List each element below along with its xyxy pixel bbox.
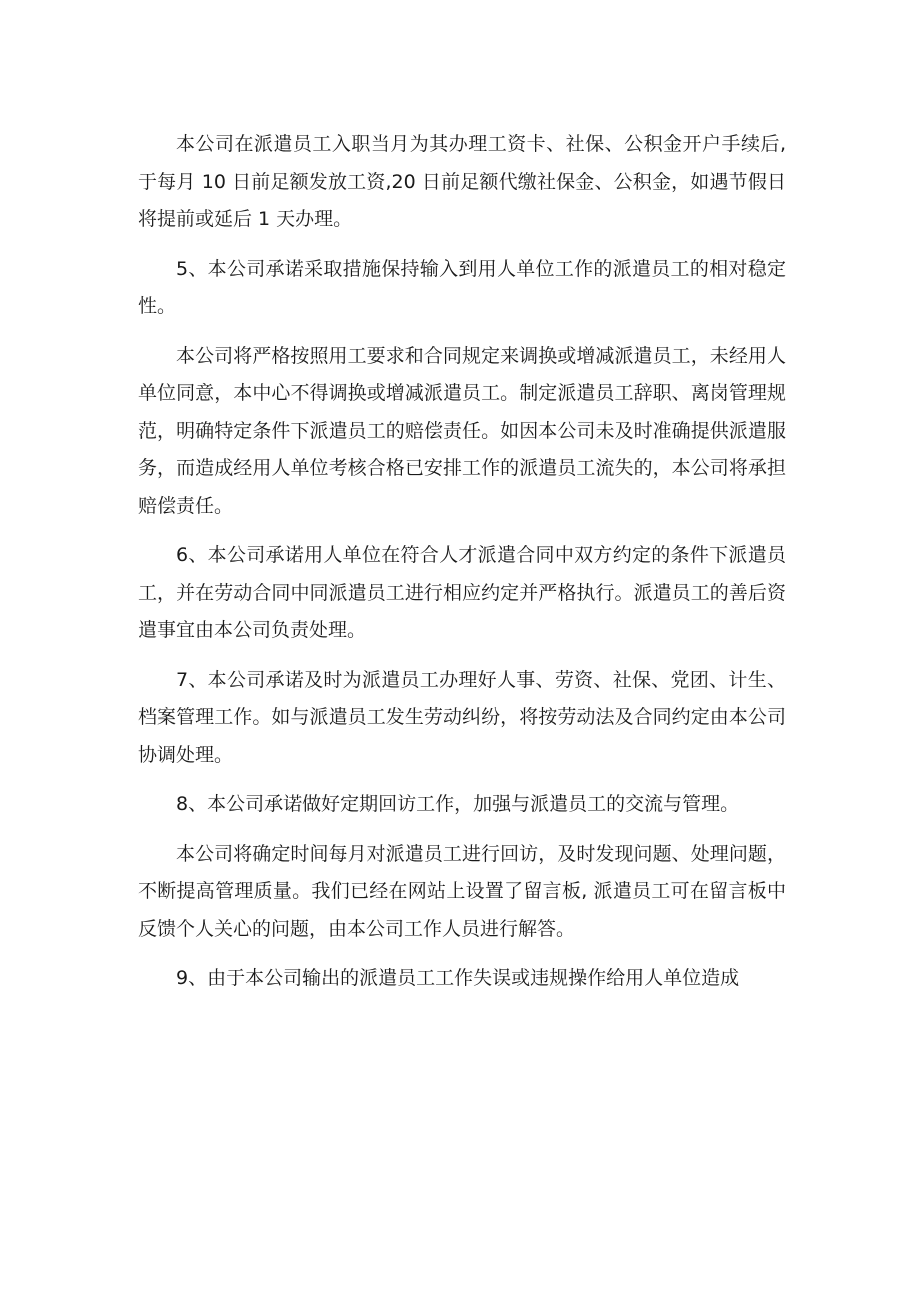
document-body <box>138 126 786 1010</box>
paragraph-staff-replacement: 本公司将严格按照用工要求和合同规定来调换或增减派遣员工，未经用人单位同意，本中心不得调换或增减派遣员工。制定派遣员工辞职、离岗管理规范，明确特定条件下派遣员工的赔偿责任。如因本公司未及时准确提供派遣服务，而造成经用人单位考核合格已安排工作的派遣员工流失的，本公司将承担赔偿责任。 <box>138 344 786 517</box>
paragraph-item-6: 6、本公司承诺用人单位在符合人才派遣合同中双方约定的条件下派遣员工，并在劳动合同中同派遣员工进行相应约定并严格执行。派遣员工的善后资遣事宜由本公司负责处理。 <box>138 544 786 641</box>
paragraph-item-9: 9、由于本公司输出的派遣员工工作失误或违规操作给用人单位造成 <box>176 967 740 989</box>
paragraph-item-7: 7、本公司承诺及时为派遣员工办理好人事、劳资、社保、党团、计生、档案管理工作。如与派遣员工发生劳动纠纷，将按劳动法及合同约定由本公司协调处理。 <box>138 668 786 766</box>
paragraph-follow-up-visits: 本公司将确定时间每月对派遣员工进行回访，及时发现问题、处理问题，不断提高管理质量。我们已经在网站上设置了留言板, 派遣员工可在留言板中反馈个人关心的问题，由本公司工作人员进行解答。 <box>138 842 786 940</box>
paragraph-item-8: 8、本公司承诺做好定期回访工作，加强与派遣员工的交流与管理。 <box>176 793 740 815</box>
paragraph-item-5: 5、本公司承诺采取措施保持输入到用人单位工作的派遣员工的相对稳定性。 <box>138 257 786 317</box>
paragraph-payroll: 本公司在派遣员工入职当月为其办理工资卡、社保、公积金开户手续后, 于每月 10 日前足额发放工资,20 日前足额代缴社保金、公积金，如遇节假日将提前或延后 1 天办理。 <box>138 133 786 230</box>
